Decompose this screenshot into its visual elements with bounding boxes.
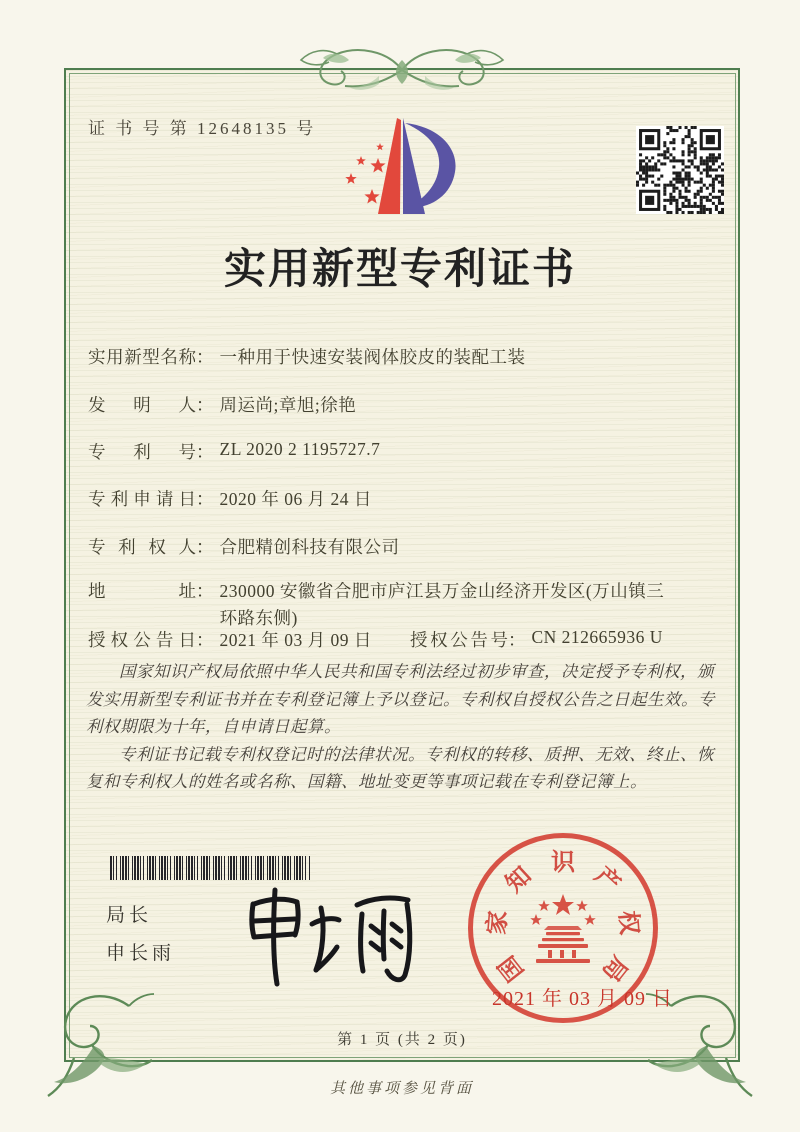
field-colon: ： (196, 630, 214, 650)
field-label: 专利权人 (88, 537, 196, 557)
field-colon: ： (508, 630, 526, 650)
field-value-address: 230000 安徽省合肥市庐江县万金山经济开发区(万山镇三环路东侧) (219, 581, 665, 628)
field-row-inventors (88, 392, 356, 417)
seal-date: 2021 年 03 月 09 日 (492, 988, 673, 1010)
legal-paragraph-1: 国家知识产权局依照中华人民共和国专利法经过初步审查，决定授予专利权，颁发实用新型专利证书并在专利登记簿上予以登记。专利权自授权公告之日起生效。专利权期限为十年，自申请日起算。 (86, 662, 715, 736)
field-value-grant-number: CN 212665936 U (531, 627, 663, 647)
field-row-patentee (88, 534, 400, 559)
field-colon: ： (196, 347, 214, 367)
national-emblem-icon (526, 884, 600, 968)
signature-handwriting (220, 874, 425, 989)
field-row-grant (88, 627, 718, 652)
top-flourish-ornament (287, 40, 517, 98)
page-number-info: 第 1 页 (共 2 页) (337, 1032, 467, 1048)
field-label: 授权公告号 (410, 630, 508, 650)
official-seal: 国 家 知 识 产 权 局 (468, 833, 658, 1023)
field-label: 专利申请日 (88, 489, 196, 509)
field-label: 专利号 (88, 442, 196, 462)
field-row-patent-number (88, 439, 380, 464)
cnipa-logo (328, 110, 473, 232)
back-side-note: 其他事项参见背面 (329, 1081, 474, 1097)
certificate-number: 证 书 号 第 12648135 号 (88, 119, 317, 138)
signer-title: 局长 (106, 905, 153, 926)
field-label: 地址 (88, 581, 196, 601)
field-colon: ： (196, 395, 214, 415)
field-value-filing-date: 2020 年 06 月 24 日 (219, 489, 372, 509)
field-colon: ： (196, 489, 214, 509)
field-label: 授权公告日 (88, 630, 196, 650)
field-value-inventors: 周运尚;章旭;徐艳 (219, 395, 357, 415)
field-row-name (88, 344, 526, 369)
field-colon: ： (196, 537, 214, 557)
field-label: 发明人 (88, 395, 196, 415)
field-colon: ： (196, 442, 214, 462)
legal-paragraph-2: 专利证书记载专利权登记时的法律状况。专利权的转移、质押、无效、终止、恢复和专利权人的姓名或名称、国籍、地址变更等事项记载在专利登记簿上。 (86, 744, 714, 791)
signer-name: 申长雨 (106, 943, 176, 964)
legal-text-block (86, 658, 722, 796)
field-value-grant-date: 2021 年 03 月 09 日 (219, 630, 372, 650)
field-colon: ： (196, 581, 214, 601)
field-value-patent-number: ZL 2020 2 1195727.7 (219, 439, 381, 459)
field-grant-number-pair (410, 627, 663, 652)
field-label: 实用新型名称 (88, 347, 196, 367)
certificate-title: 实用新型专利证书 (223, 247, 576, 293)
field-row-address (88, 578, 672, 632)
qr-code (636, 126, 724, 214)
field-value-patentee: 合肥精创科技有限公司 (219, 537, 400, 557)
field-value-utility-model-name: 一种用于快速安装阀体胶皮的装配工装 (219, 347, 526, 367)
field-row-filing-date (88, 486, 372, 511)
